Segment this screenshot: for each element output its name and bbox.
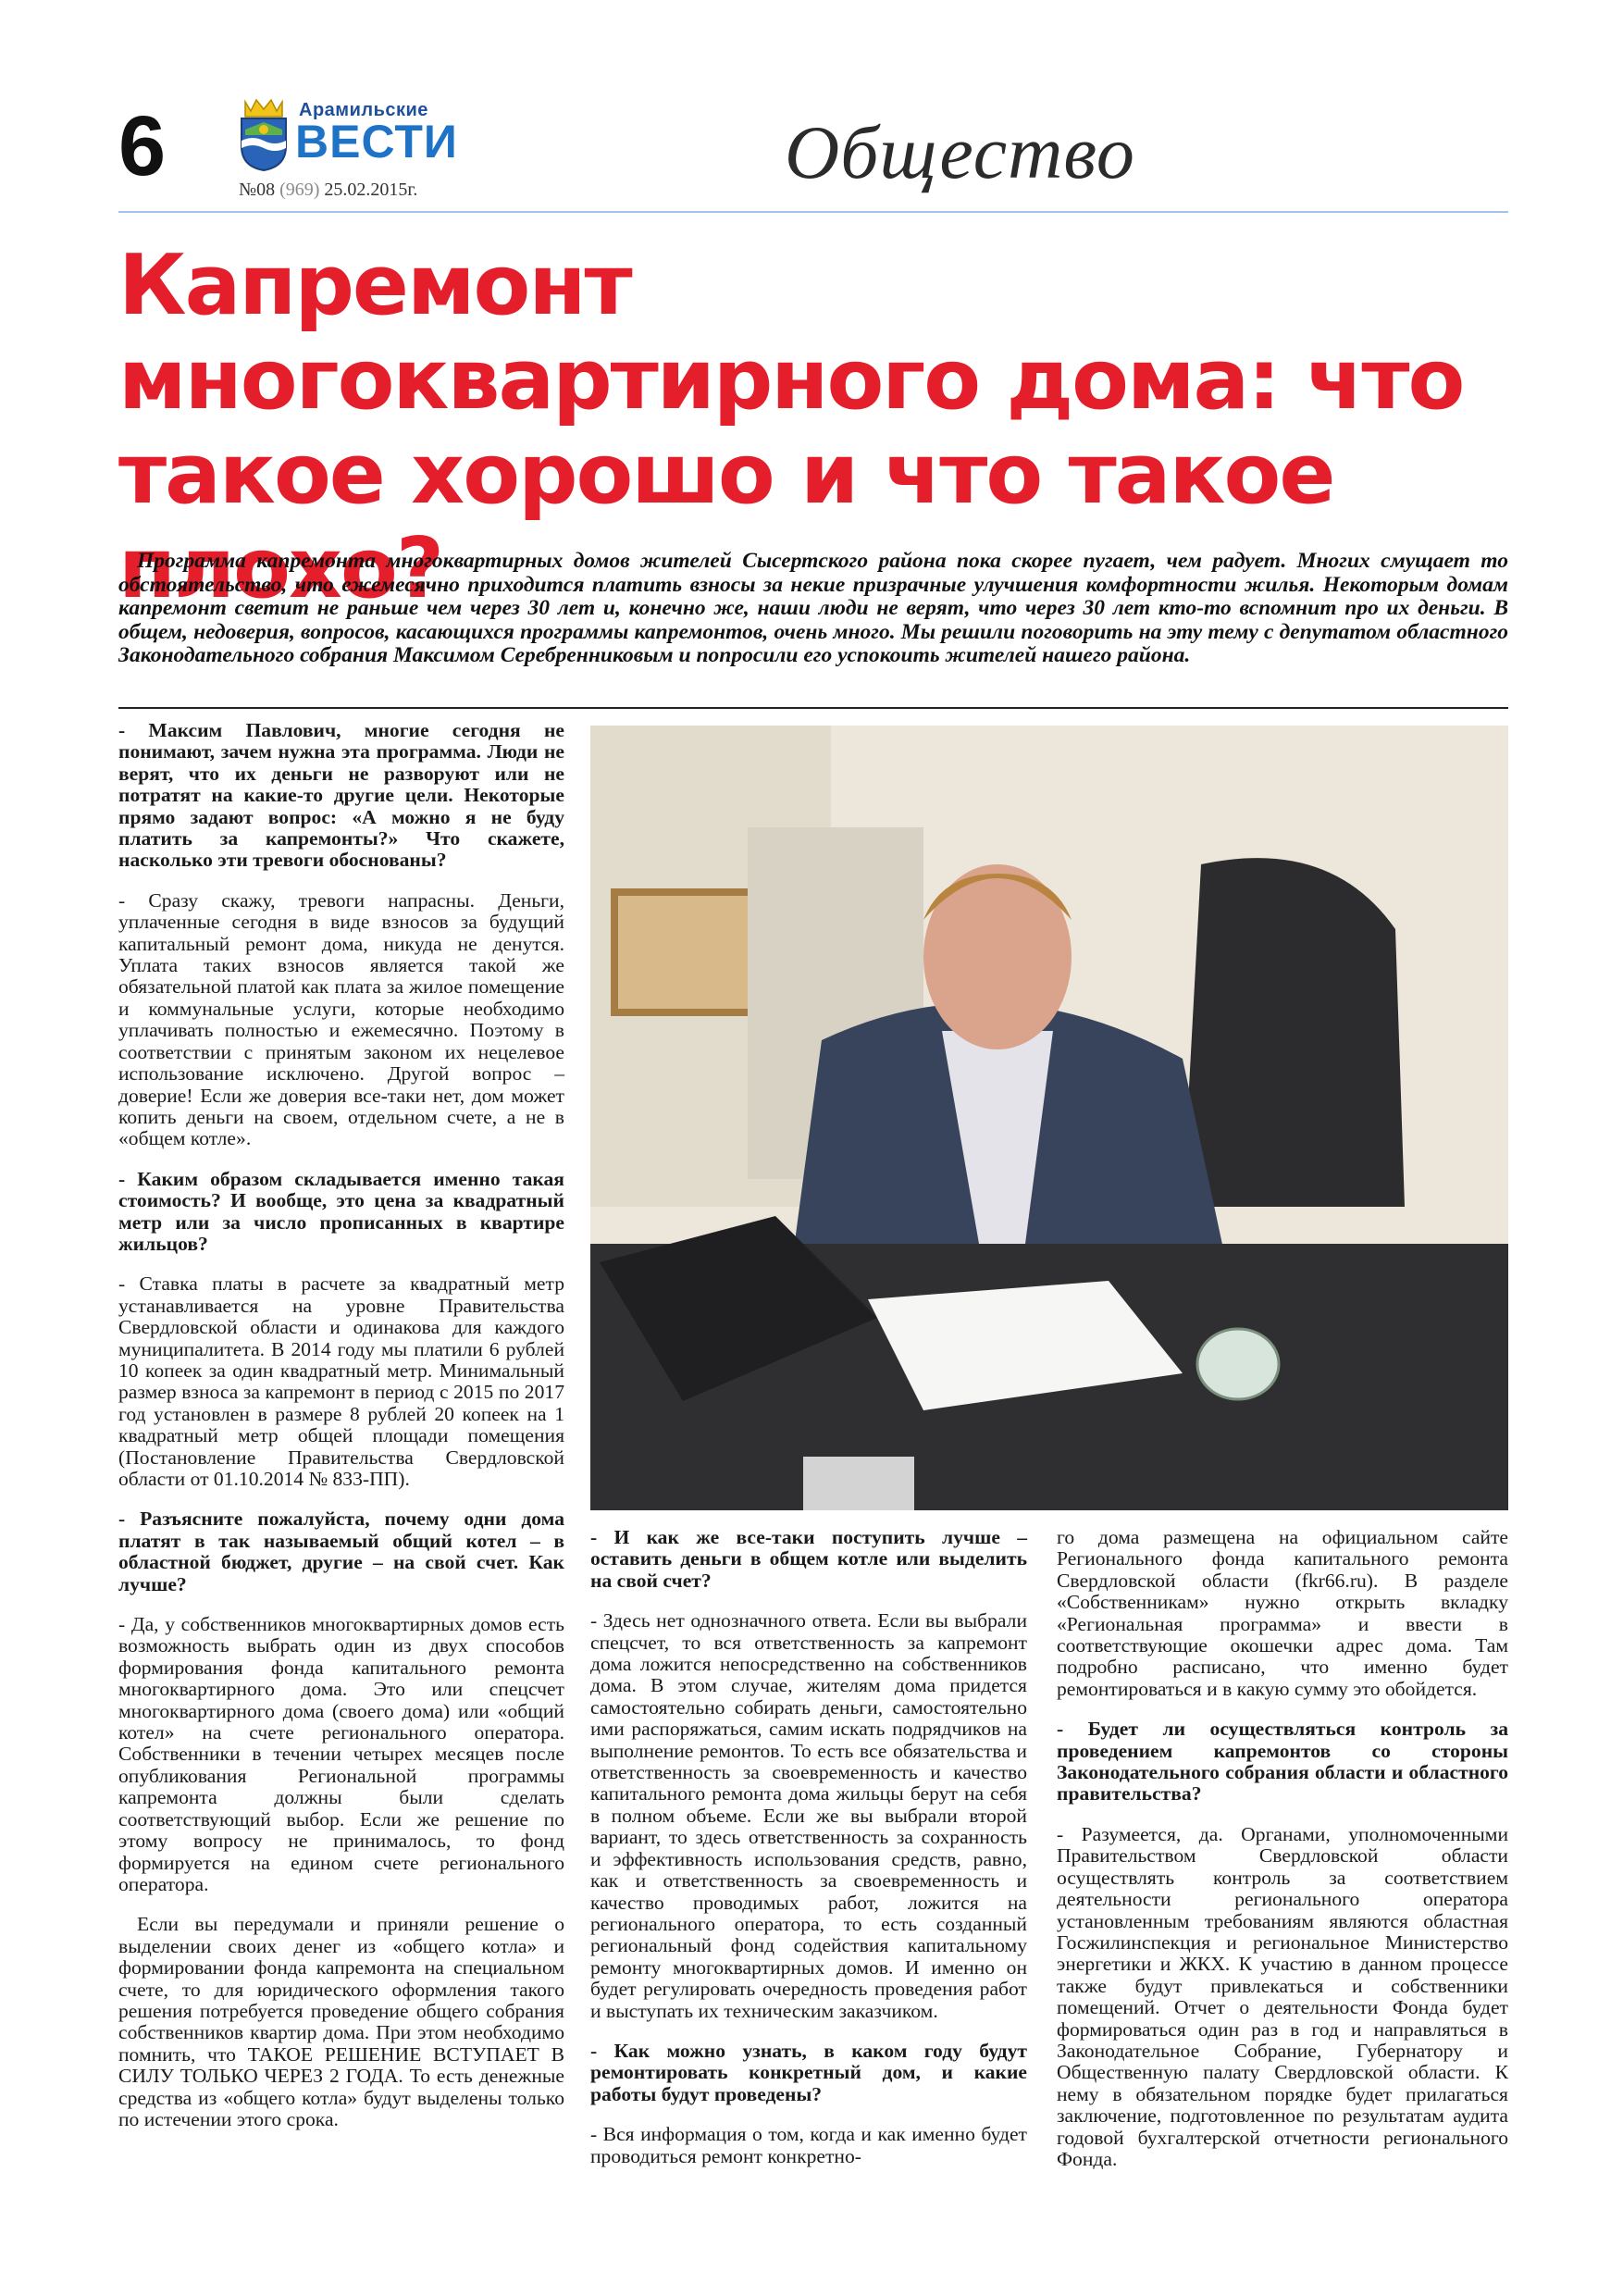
header-divider <box>118 211 1508 213</box>
answer-5: - Вся информация о том, когда и как именно будет проводиться ремонт конкретно- <box>590 2123 1027 2167</box>
logo-top-text: Арамильские <box>299 100 428 120</box>
article-photo <box>590 726 1508 1510</box>
answer-4: - Здесь нет однозначного ответа. Если вы выбрали спецсчет, то вся ответственность за капремонт дома ложится непосредственно на собственников дома. В этом случае, жителям дома придется самостоятельно собирать деньги, самостоятельно ими распоряжаться, самим искать подрядчиков на выполнение ремонтов. То есть все обязательства и ответственность за своевременность и качество капитального ремонта дома жильцы берут на себя в полном объеме. Если же вы выбрали второй вариант, то здесь ответственность за сохранность и эффективность использования средств, равно, как и ответственность за своевременность и качество проводимых работ, ложится на регионального оператора, то есть созданный региональный фонд содействия капитальному ремонту многоквартирных домов. И именно он будет регулировать очередность проведения работ и выступать их техническим заказчиком. <box>590 1609 1027 2022</box>
issue-info <box>239 180 417 201</box>
issue-date: 25.02.2015г. <box>319 180 418 200</box>
article-lead: Программа капремонта многоквартирных домов жителей Сысертского района пока скорее пугает, чем радует. Многих смущает то обстоятельство, что ежемесячно приходится платить взносы за некие призрачные улучшения комфортности жилья. Некоторым домам капремонт светит не раньше чем через 30 лет и, конечно же, наши люди не верят, что через 30 лет кто-то вспомнит про их деньги. В общем, недоверия, вопросов, касающихся программы капремонтов, очень много. Мы решили поговорить на эту тему с депутатом областного Законодательного собрания Максимом Серебренниковым и попросили его успокоить жителей нашего района. <box>118 549 1508 667</box>
question-2: - Каким образом складывается именно такая стоимость? И вообще, это цена за квадратный метр или за число прописанных в квартире жильцов? <box>118 1167 564 1255</box>
coat-of-arms-icon <box>236 98 291 172</box>
question-5: - Как можно узнать, в каком году будут ремонтировать конкретный дом, и какие работы будут проведены? <box>590 2039 1027 2105</box>
lead-divider <box>118 707 1508 709</box>
deputy-at-desk-photo <box>590 726 1508 1510</box>
answer-2: - Ставка платы в расчете за квадратный метр устанавливается на уровне Правительства Свердловской области и одинакова для каждого муниципалитета. В 2014 году мы платили 6 рублей 10 копеек за один квадратный метр. Минимальный размер взноса за капремонт в период с 2015 по 2017 год установлен в размере 8 рублей 20 копеек на 1 квадратный метр общей площади помещения (Постановление Правительства Свердловской области от 01.10.2014 № 833-ПП). <box>118 1272 564 1490</box>
issue-number: №08 <box>239 180 280 200</box>
rubric-title: Общество <box>785 110 1135 194</box>
answer-1: - Сразу скажу, тревоги напрасны. Деньги, уплаченные сегодня в виде взносов за будущий капитальный ремонт дома, никуда не денутся. Уплата таких взносов является такой же обязательной платой как плата за жилое помещение и коммунальные услуги, которые необходимо уплачивать полностью и ежемесячно. Поэтому в соответствии с принятым законом их нецелевое использование исключено. Другой вопрос – доверие! Если же доверия все-таки нет, дом может копить деньги на своем, отдельном счете, а не в «общем котле». <box>118 888 564 1150</box>
answer-3: - Да, у собственников многоквартирных домов есть возможность выбрать один из двух способов формирования фонда капитального ремонта многоквартирного дома. Это или спецсчет многоквартирного дома (своего дома) или «общий котел» на счете регионального оператора. Собственники в течении четырех месяцев после опубликования Региональной программы капремонта должны были сделать соответствующий выбор. Если же решение по этому вопросу не принималось, то фонд формируется на едином счете регионального оператора. <box>118 1613 564 1895</box>
answer-6: - Разумеется, да. Органами, уполномоченными Правительством Свердловской области осуществлять контроль за соответствием деятельности регионального оператора установленным требованиям являются областная Госжилинспекция и региональное Министерство энергетики и ЖКХ. К участию в данном процессе также будут привлекаться и собственники помещений. Отчет о деятельности Фонда будет формироваться один раз в год и направляться в Законодательное Собрание, Губернатору и Общественную палату Свердловской области. К нему в обязательном порядке будет прилагаться заключение, подготовленное по результатам аудита годовой бухгалтерской отчетности регионального Фонда. <box>1057 1822 1508 2170</box>
answer-5-continued: го дома размещена на официальном сайте Регионального фонда капитального ремонта Свердловской области (fkr66.ru). В разделе «Собственникам» нужно открыть вкладку «Региональная программа» и ввести в соответствующие окошечки адрес дома. Там подробно расписано, что именно будет ремонтироваться и в какую сумму это обойдется. <box>1057 1526 1508 1700</box>
question-6: - Будет ли осуществляться контроль за проведением капремонтов со стороны Законодательного собрания области и областного правительства? <box>1057 1718 1508 1806</box>
question-4: - И как же все-таки поступить лучше – оставить деньги в общем котле или выделить на свой счет? <box>590 1526 1027 1592</box>
issue-total-number: (969) <box>279 180 320 200</box>
question-1: - Максим Павлович, многие сегодня не понимают, зачем нужна эта программа. Люди не верят, что их деньги не разворуют или не потратят на какие-то другие цели. Некоторые прямо задают вопрос: «А можно я не буду платить за капремонты?» Что скажете, насколько эти тревоги обоснованы? <box>118 719 564 872</box>
article-headline: Капремонт многоквартирного дома: что такое хорошо и что такое плохо? <box>118 237 1464 617</box>
logo-main-text: ВЕСТИ <box>295 116 458 168</box>
newspaper-logo <box>236 98 463 172</box>
column-3 <box>1057 1527 1508 2189</box>
column-2 <box>590 1527 1027 2186</box>
page-number: 6 <box>118 99 167 193</box>
answer-3-continued: Если вы передумали и приняли решение о выделении своих денег из «общего котла» и формировании фонда капремонта на специальном счете, то для юридического оформления такого решения потребуется проведение общего собрания собственников квартир дома. При этом необходимо помнить, что ТАКОЕ РЕШЕНИЕ ВСТУПАЕТ В СИЛУ ТОЛЬКО ЧЕРЕЗ 2 ГОДА. То есть денежные средства из «общего котла» будут выделены только по истечении этого срока. <box>118 1913 564 2130</box>
question-3: - Разъясните пожалуйста, почему одни дома платят в так называемый общий котел – в областной бюджет, другие – на свой счет. Как лучше? <box>118 1508 564 1595</box>
column-1 <box>118 720 564 2149</box>
